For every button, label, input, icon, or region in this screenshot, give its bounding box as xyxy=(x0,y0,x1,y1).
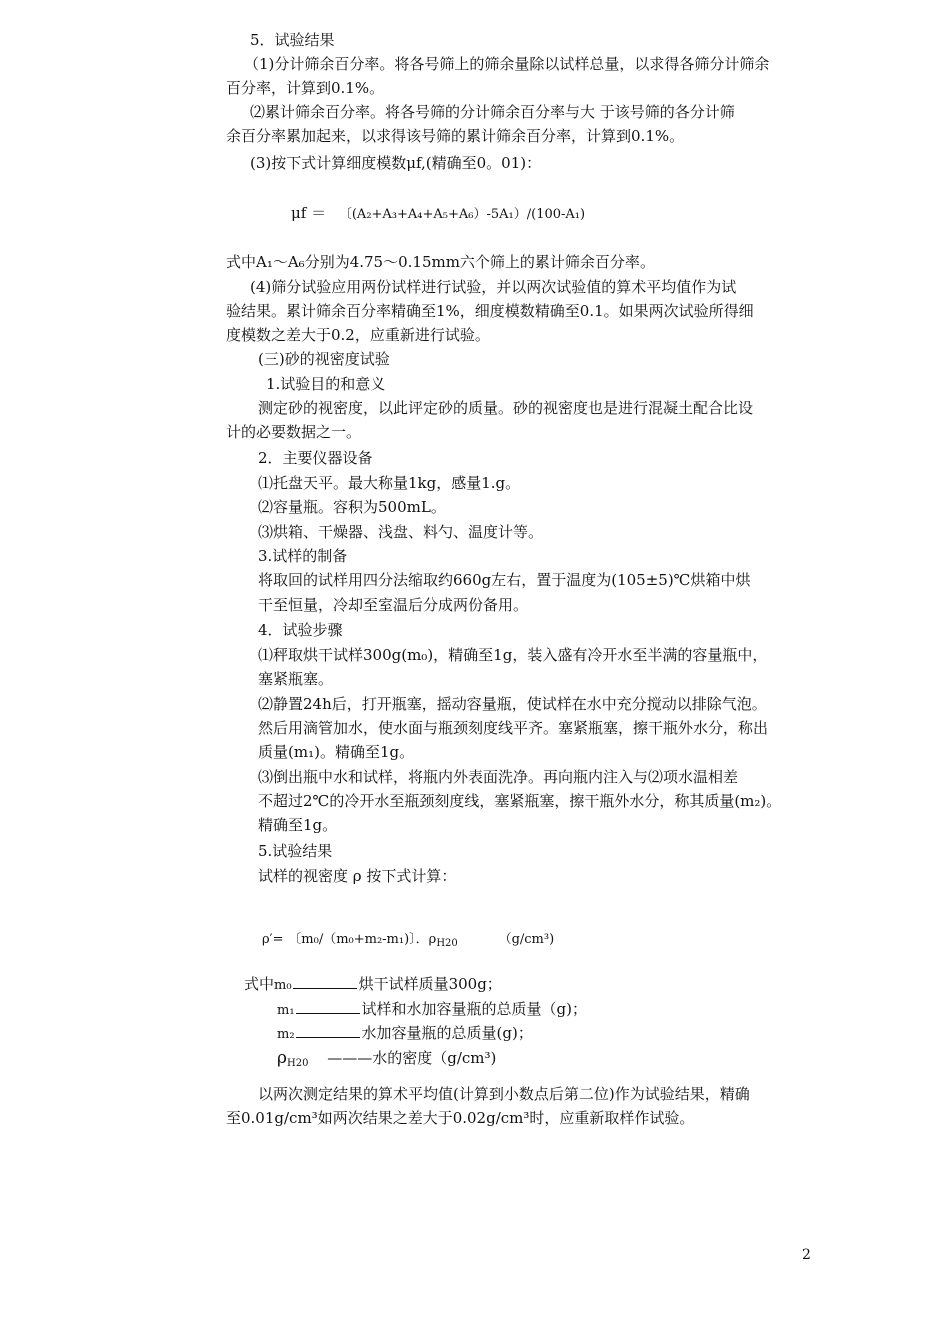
legend-symbol: ρ xyxy=(277,1048,287,1068)
text-line: 3.试样的制备 xyxy=(258,547,348,565)
legend-description: ———水的密度（g/cm³) xyxy=(327,1049,497,1067)
fineness-modulus-formula xyxy=(291,201,585,227)
legend-blank xyxy=(293,976,357,989)
text-line: 塞紧瓶塞。 xyxy=(258,670,334,688)
text-line: 将取回的试样用四分法缩取约660g左右，置于温度为(105±5)℃烘箱中烘 xyxy=(258,571,751,589)
text-line: 质量(m₁)。精确至1g。 xyxy=(258,743,415,761)
page-number: 2 xyxy=(802,1247,811,1263)
text-line: 5.试验结果 xyxy=(258,842,333,860)
text-line: 余百分率累加起来，以求得该号筛的累计筛余百分率，计算到0.1%。 xyxy=(226,127,685,145)
formula-body: 〔(A₂+A₃+A₄+A₅+A₆）-5A₁）/(100-A₁) xyxy=(338,207,586,222)
legend-symbol: m₂ xyxy=(277,1027,295,1042)
formula-lhs: μf ＝ xyxy=(291,204,327,222)
legend-blank xyxy=(296,1001,360,1014)
legend-blank xyxy=(296,1025,360,1038)
text-line: (4)筛分试验应用两份试样进行试验，并以两次试验值的算术平均值作为试 xyxy=(250,278,737,296)
legend-row xyxy=(277,1021,533,1047)
text-line: (3)按下式计算细度模数μf,(精确至0。01)： xyxy=(250,154,542,172)
legend-description: 水加容量瓶的总质量(g)； xyxy=(361,1024,533,1042)
formula-lhs: ρ′= xyxy=(262,932,284,947)
text-line: 不超过2℃的冷开水至瓶颈刻度线，塞紧瓶塞，擦干瓶外水分，称其质量(m₂)。 xyxy=(258,792,782,810)
text-line: ⑴托盘天平。最大称量1kg，感量1.g。 xyxy=(258,474,521,492)
legend-row xyxy=(277,997,587,1023)
legend-symbol-subscript: H20 xyxy=(287,1058,309,1069)
text-line: ⑴秤取烘干试样300g(m₀)，精确至1g，装入盛有冷开水至半满的容量瓶中， xyxy=(258,646,768,664)
text-line: 1.试验目的和意义 xyxy=(266,375,386,393)
formula-body: 〔m₀/（m₀+m₂-m₁)〕．ρ xyxy=(288,932,437,947)
text-line: 4．试验步骤 xyxy=(258,621,343,639)
text-line: 计的必要数据之一。 xyxy=(226,423,362,441)
text-line: ⑵静置24h后，打开瓶塞，摇动容量瓶，使试样在水中充分搅动以排除气泡。 xyxy=(258,695,767,713)
text-line: ⑶倒出瓶中水和试样，将瓶内外表面洗净。再向瓶内注入与⑵项水温相差 xyxy=(258,768,739,786)
text-line: 干至恒量，冷却至室温后分成两份备用。 xyxy=(258,596,529,614)
text-line: ⑵容量瓶。容积为500mL。 xyxy=(258,498,446,516)
legend-row xyxy=(277,1046,496,1076)
formula-subscript: H20 xyxy=(436,938,458,949)
legend-symbol: m₀ xyxy=(274,978,292,993)
text-line: 式中A₁～A₆分别为4.75～0.15mm六个筛上的累计筛余百分率。 xyxy=(226,253,655,271)
text-line: 5．试验结果 xyxy=(250,31,335,49)
text-line: (三)砂的视密度试验 xyxy=(258,350,390,368)
legend-description: 烘干试样质量300g； xyxy=(358,975,502,993)
formula-unit: （g/cm³) xyxy=(498,932,555,947)
text-line: ⑵累计筛余百分率。将各号筛的分计筛余百分率与大 于该号筛的各分计筛 xyxy=(250,103,735,121)
text-line: 试样的视密度 ρ 按下式计算： xyxy=(258,867,457,885)
text-line: 精确至1g。 xyxy=(258,816,338,834)
text-line: 然后用滴管加水，使水面与瓶颈刻度线平齐。塞紧瓶塞，擦干瓶外水分，称出 xyxy=(258,719,769,737)
apparent-density-formula xyxy=(262,926,554,956)
text-line: ⑶烘箱、干燥器、浅盘、料勺、温度计等。 xyxy=(258,523,544,541)
text-line: 百分率，计算到0.1%。 xyxy=(226,79,385,97)
text-line: 验结果。累计筛余百分率精确至1%，细度模数精确至0.1。如果两次试验所得细 xyxy=(226,302,754,320)
legend-symbol: m₁ xyxy=(277,1003,295,1018)
legend-prefix: 式中 xyxy=(244,975,275,993)
text-line: 2．主要仪器设备 xyxy=(258,449,373,467)
text-line: 测定砂的视密度，以此评定砂的质量。砂的视密度也是进行混凝土配合比设 xyxy=(258,399,754,417)
text-line: 至0.01g/cm³如两次结果之差大于0.02g/cm³时，应重新取样作试验。 xyxy=(226,1109,695,1127)
text-line: 度模数之差大于0.2，应重新进行试验。 xyxy=(226,326,490,344)
legend-row xyxy=(244,972,502,998)
text-line: （1)分计筛余百分率。将各号筛上的筛余量除以试样总量，以求得各筛分计筛余 xyxy=(244,55,770,73)
legend-description: 试样和水加容量瓶的总质量（g)； xyxy=(361,1000,588,1018)
text-line: 以两次测定结果的算术平均值(计算到小数点后第二位)作为试验结果，精确 xyxy=(258,1085,750,1103)
